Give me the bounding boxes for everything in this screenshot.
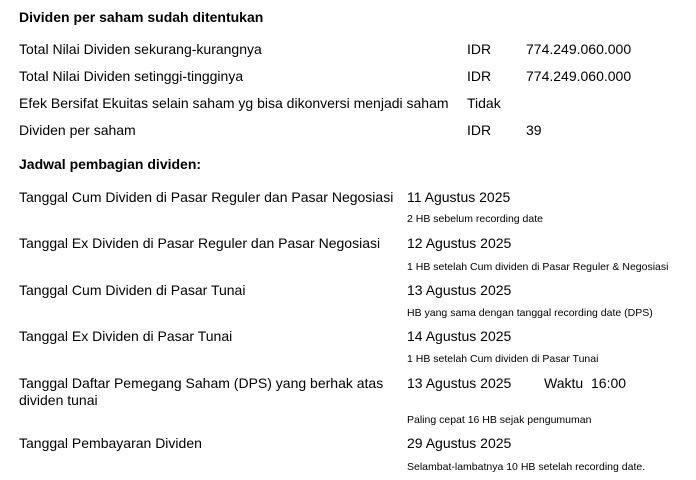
- schedule-date-payment: 29 Agustus 2025: [407, 435, 512, 451]
- schedule-note-payment: Selambat-lambatnya 10 HB setelah recording date.: [407, 461, 646, 473]
- row-value-max-total: 774.249.060.000: [526, 68, 632, 84]
- row-value-convertible: Tidak: [467, 95, 501, 111]
- schedule-date-ex-cash: 14 Agustus 2025: [407, 328, 512, 344]
- section-heading-schedule: Jadwal pembagian dividen:: [19, 156, 202, 172]
- schedule-date-cum-regular: 11 Agustus 2025: [407, 189, 511, 205]
- schedule-time-value: 16:00: [591, 375, 627, 391]
- section-heading-dividen: Dividen per saham sudah ditentukan: [19, 9, 264, 25]
- schedule-label-cum-regular: Tanggal Cum Dividen di Pasar Reguler dan Pasar Negosiasi: [19, 189, 394, 205]
- schedule-date-recording: 13 Agustus 2025: [407, 375, 512, 391]
- schedule-label-cum-cash: Tanggal Cum Dividen di Pasar Tunai: [19, 282, 246, 298]
- row-label-dividend-per-share: Dividen per saham: [19, 122, 136, 138]
- schedule-note-ex-regular: 1 HB setelah Cum dividen di Pasar Reguler & Negosiasi: [407, 261, 669, 273]
- schedule-time-label: Waktu: [544, 375, 584, 391]
- schedule-note-recording: Paling cepat 16 HB sejak pengumuman: [407, 414, 592, 426]
- row-currency-min-total: IDR: [467, 41, 492, 57]
- schedule-note-cum-regular: 2 HB sebelum recording date: [407, 213, 543, 225]
- schedule-label-ex-cash: Tanggal Ex Dividen di Pasar Tunai: [19, 328, 233, 344]
- row-currency-dividend-per-share: IDR: [467, 122, 492, 138]
- schedule-date-ex-regular: 12 Agustus 2025: [407, 235, 512, 251]
- schedule-label-payment: Tanggal Pembayaran Dividen: [19, 435, 202, 451]
- schedule-label-recording: Tanggal Daftar Pemegang Saham (DPS) yang berhak atas dividen tunai: [19, 375, 384, 408]
- row-value-dividend-per-share: 39: [526, 122, 542, 138]
- schedule-label-ex-regular: Tanggal Ex Dividen di Pasar Reguler dan Pasar Negosiasi: [19, 235, 381, 251]
- row-label-convertible: Efek Bersifat Ekuitas selain saham yg bisa dikonversi menjadi saham: [19, 95, 449, 111]
- schedule-date-cum-cash: 13 Agustus 2025: [407, 282, 512, 298]
- row-currency-max-total: IDR: [467, 68, 492, 84]
- schedule-note-cum-cash: HB yang sama dengan tanggal recording date (DPS): [407, 307, 653, 319]
- schedule-note-ex-cash: 1 HB setelah Cum dividen di Pasar Tunai: [407, 353, 599, 365]
- row-label-min-total: Total Nilai Dividen sekurang-kurangnya: [19, 41, 262, 57]
- row-value-min-total: 774.249.060.000: [526, 41, 632, 57]
- row-label-max-total: Total Nilai Dividen setinggi-tingginya: [19, 68, 244, 84]
